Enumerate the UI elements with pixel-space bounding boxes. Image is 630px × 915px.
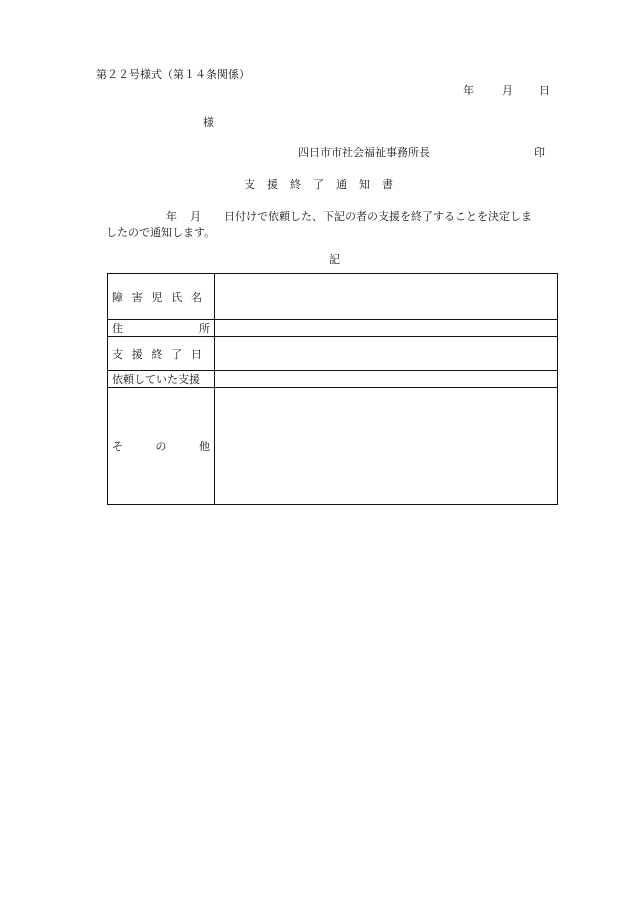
title-char: 通 [336, 178, 347, 191]
notice-body-line1 [106, 209, 576, 225]
table-row [108, 371, 558, 388]
table-row [108, 320, 558, 337]
value-requested-support[interactable] [215, 371, 558, 388]
title-char: 終 [290, 178, 301, 191]
addressee-suffix: 様 [203, 116, 214, 129]
value-support-end-date[interactable] [215, 337, 558, 371]
body-month: 月 [190, 210, 201, 223]
date-day-label: 日 [539, 84, 550, 97]
table-row [108, 274, 558, 320]
date-line [463, 85, 550, 96]
body-line1-rest: 日付けで依頼した、下記の者の支援を終了することを決定しま [224, 210, 532, 223]
title-char: 知 [359, 178, 370, 191]
seal-mark: 印 [534, 146, 545, 159]
value-child-name[interactable] [215, 274, 558, 320]
label-child-name: 障 害 児 氏 名 [108, 274, 215, 320]
details-table [107, 273, 558, 505]
label-other: そ の 他 [108, 388, 215, 505]
label-support-end-date: 支 援 終 了 日 [108, 337, 215, 371]
title-char: 援 [267, 178, 278, 191]
body-year: 年 [166, 210, 177, 223]
date-year-label: 年 [463, 84, 474, 97]
title-char: 了 [313, 178, 324, 191]
table-row [108, 388, 558, 505]
date-month-label: 月 [502, 84, 513, 97]
sender-title: 四日市市社会福祉事務所長 [298, 146, 430, 159]
ki-heading: 記 [329, 253, 340, 266]
title-char: 書 [382, 178, 393, 191]
label-address: 住 所 [108, 320, 215, 337]
document-title [244, 179, 405, 190]
notice-body-line2: したので通知します。 [106, 226, 216, 239]
label-requested-support: 依頼していた支援 [108, 371, 215, 388]
form-number: 第２２号様式（第１４条関係） [96, 68, 250, 81]
value-address[interactable] [215, 320, 558, 337]
table-row [108, 337, 558, 371]
notice-body [106, 209, 576, 241]
value-other[interactable] [215, 388, 558, 505]
title-char: 支 [244, 178, 255, 191]
